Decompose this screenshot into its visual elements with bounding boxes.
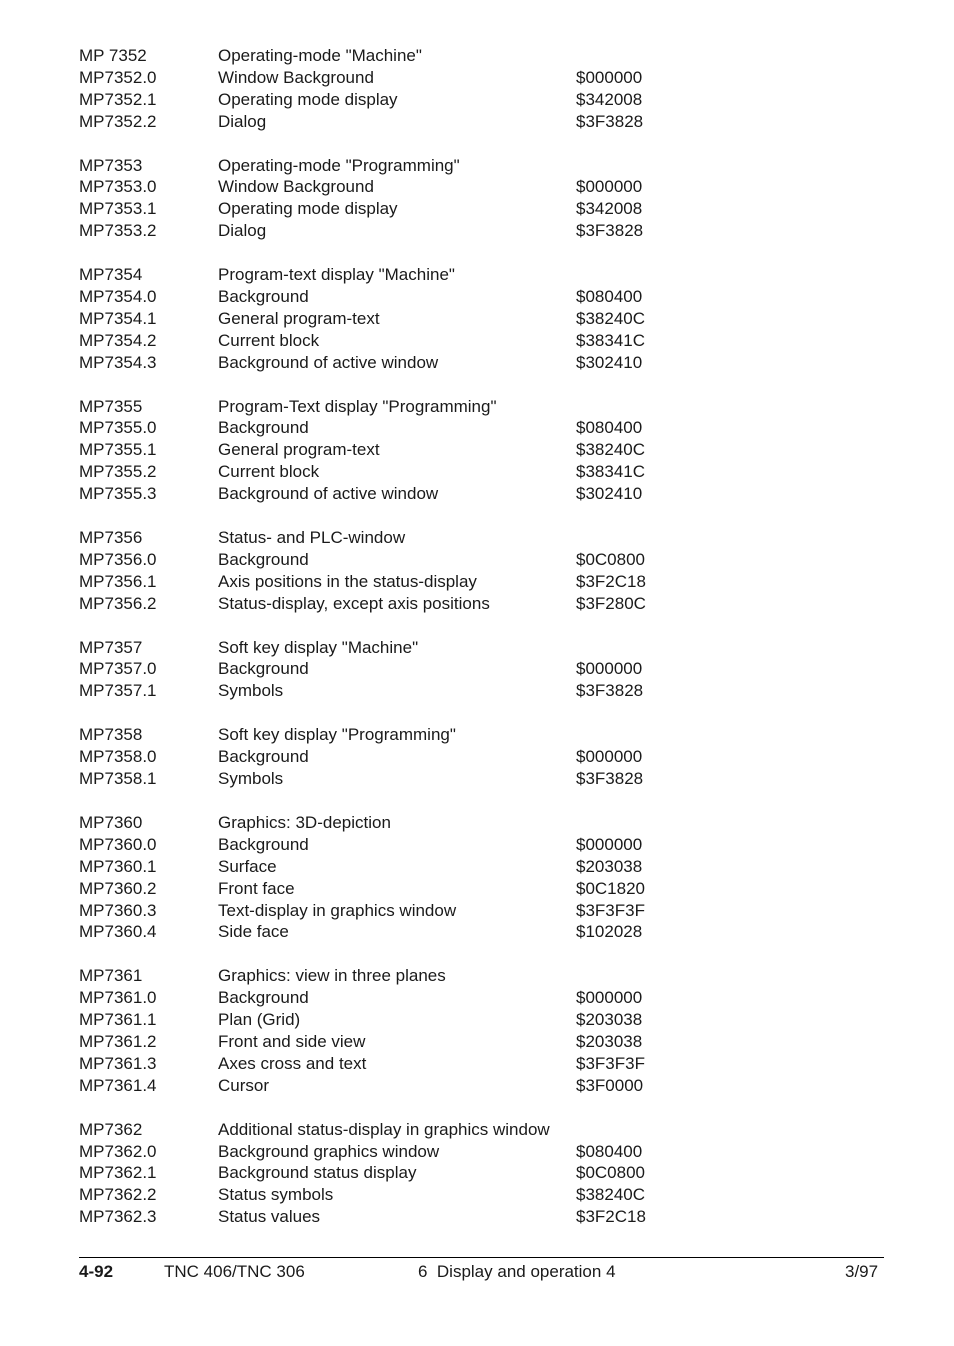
parameter-group-header	[79, 155, 899, 177]
parameter-value: $000000	[576, 659, 643, 679]
parameter-description: Additional status-display in graphics window	[218, 1119, 550, 1139]
parameter-code: MP7353.1	[79, 199, 157, 219]
parameter-description: Symbols	[218, 769, 284, 789]
parameter-row	[79, 746, 899, 768]
parameter-row	[79, 680, 899, 702]
parameter-code: MP7356.2	[79, 593, 157, 613]
parameter-value: $38341C	[576, 462, 646, 482]
parameter-value: $342008	[576, 89, 643, 109]
parameter-group	[79, 264, 899, 373]
parameter-description: Status values	[218, 1207, 321, 1227]
parameter-code: MP7361.3	[79, 1053, 157, 1073]
parameter-row	[79, 921, 899, 943]
parameter-description: Status symbols	[218, 1185, 334, 1205]
parameter-description: Front and side view	[218, 1031, 366, 1051]
parameter-description: Current block	[218, 330, 320, 350]
parameter-value: $0C1820	[576, 878, 646, 898]
parameter-value: $080400	[576, 287, 643, 307]
parameter-code: MP7357	[79, 637, 143, 657]
parameter-row	[79, 856, 899, 878]
parameter-code: MP7362.3	[79, 1207, 157, 1227]
parameter-value: $203038	[576, 856, 643, 876]
parameter-description: Axis positions in the status-display	[218, 571, 477, 591]
parameter-code: MP7356.0	[79, 549, 157, 569]
parameter-group-header	[79, 396, 899, 418]
parameter-row	[79, 658, 899, 680]
parameter-description: Status- and PLC-window	[218, 528, 406, 548]
parameter-value: $302410	[576, 484, 643, 504]
parameter-value: $000000	[576, 67, 643, 87]
parameter-group	[79, 724, 899, 790]
parameter-code: MP7360.0	[79, 834, 157, 854]
parameter-row	[79, 1162, 899, 1184]
parameter-value: $3F2C18	[576, 1207, 646, 1227]
parameter-row	[79, 352, 899, 374]
parameter-row	[79, 308, 899, 330]
parameter-description: Current block	[218, 462, 320, 482]
parameter-code: MP7360	[79, 812, 143, 832]
parameter-description: Window Background	[218, 67, 374, 87]
parameter-description: Soft key display "Programming"	[218, 725, 456, 745]
parameter-description: Cursor	[218, 1075, 270, 1095]
parameter-description: Background of active window	[218, 352, 439, 372]
parameter-description: Axes cross and text	[218, 1053, 367, 1073]
parameter-code: MP7353.0	[79, 177, 157, 197]
parameter-description: Plan (Grid)	[218, 1010, 301, 1030]
parameter-description: Status-display, except axis positions	[218, 593, 490, 613]
parameter-group-header	[79, 637, 899, 659]
parameter-description: Front face	[218, 878, 295, 898]
parameter-value: $203038	[576, 1010, 643, 1030]
parameter-description: Background of active window	[218, 484, 439, 504]
parameter-value: $0C0800	[576, 549, 646, 569]
parameter-description: Graphics: 3D-depiction	[218, 812, 391, 832]
parameter-value: $3F280C	[576, 593, 646, 613]
parameter-code: MP7362.0	[79, 1141, 157, 1161]
parameter-value: $302410	[576, 352, 643, 372]
parameter-code: MP7354	[79, 265, 143, 285]
parameter-group-header	[79, 965, 899, 987]
parameter-code: MP7360.3	[79, 900, 157, 920]
parameter-code: MP7360.4	[79, 922, 157, 942]
parameter-code: MP7354.0	[79, 287, 157, 307]
parameter-value: $38341C	[576, 330, 646, 350]
parameter-row	[79, 1184, 899, 1206]
parameter-row	[79, 878, 899, 900]
parameter-code: MP7362.1	[79, 1163, 157, 1183]
parameter-value: $000000	[576, 747, 643, 767]
parameter-code: MP7358	[79, 725, 143, 745]
parameter-row	[79, 1009, 899, 1031]
parameter-row	[79, 89, 899, 111]
parameter-row	[79, 593, 899, 615]
parameter-row	[79, 67, 899, 89]
parameter-value: $3F2C18	[576, 571, 646, 591]
parameter-row	[79, 198, 899, 220]
parameter-group	[79, 1119, 899, 1228]
parameter-code: MP7361	[79, 966, 143, 986]
parameter-group	[79, 155, 899, 243]
parameter-row	[79, 286, 899, 308]
parameter-value: $102028	[576, 922, 643, 942]
parameter-description: Window Background	[218, 177, 374, 197]
parameter-value: $0C0800	[576, 1163, 646, 1183]
parameter-description: Dialog	[218, 111, 267, 131]
parameter-code: MP 7352	[79, 46, 147, 65]
parameter-row	[79, 111, 899, 133]
parameter-description: Background	[218, 659, 309, 679]
parameter-code: MP7352.0	[79, 67, 157, 87]
parameter-value: $38240C	[576, 308, 646, 328]
parameter-code: MP7356	[79, 528, 143, 548]
parameter-code: MP7361.0	[79, 988, 157, 1008]
parameter-row	[79, 483, 899, 505]
parameter-list	[79, 45, 899, 1250]
parameter-description: Background	[218, 287, 309, 307]
parameter-row	[79, 1206, 899, 1228]
parameter-group-header	[79, 812, 899, 834]
parameter-row	[79, 571, 899, 593]
parameter-description: Background	[218, 418, 309, 438]
footer-chapter: 6 Display and operation 4	[418, 1262, 616, 1281]
parameter-description: Operating mode display	[218, 89, 398, 109]
parameter-value: $203038	[576, 1031, 643, 1051]
parameter-row	[79, 330, 899, 352]
parameter-group-header	[79, 724, 899, 746]
parameter-code: MP7357.1	[79, 681, 157, 701]
parameter-code: MP7354.1	[79, 308, 157, 328]
parameter-description: General program-text	[218, 440, 380, 460]
parameter-description: Text-display in graphics window	[218, 900, 457, 920]
parameter-value: $3F3828	[576, 769, 644, 789]
parameter-row	[79, 900, 899, 922]
parameter-value: $000000	[576, 988, 643, 1008]
parameter-value: $38240C	[576, 440, 646, 460]
parameter-code: MP7360.1	[79, 856, 157, 876]
parameter-group	[79, 965, 899, 1096]
parameter-row	[79, 1053, 899, 1075]
parameter-description: Background	[218, 988, 309, 1008]
parameter-value: $080400	[576, 418, 643, 438]
parameter-row	[79, 220, 899, 242]
parameter-code: MP7361.4	[79, 1075, 157, 1095]
parameter-description: Background status display	[218, 1163, 417, 1183]
parameter-code: MP7355.1	[79, 440, 157, 460]
parameter-row	[79, 417, 899, 439]
parameter-code: MP7361.2	[79, 1031, 157, 1051]
parameter-value: $38240C	[576, 1185, 646, 1205]
parameter-code: MP7354.3	[79, 352, 157, 372]
parameter-group-header	[79, 527, 899, 549]
parameter-value: $3F0000	[576, 1075, 644, 1095]
parameter-value: $000000	[576, 177, 643, 197]
parameter-code: MP7356.1	[79, 571, 157, 591]
parameter-description: Graphics: view in three planes	[218, 966, 446, 986]
parameter-row	[79, 1031, 899, 1053]
parameter-group	[79, 45, 899, 133]
parameter-row	[79, 1075, 899, 1097]
parameter-group-header	[79, 264, 899, 286]
parameter-code: MP7362	[79, 1119, 143, 1139]
parameter-description: Program-Text display "Programming"	[218, 396, 497, 416]
parameter-row	[79, 461, 899, 483]
parameter-value: $3F3828	[576, 681, 644, 701]
parameter-code: MP7353.2	[79, 221, 157, 241]
parameter-description: Operating mode display	[218, 199, 398, 219]
parameter-code: MP7355.3	[79, 484, 157, 504]
parameter-code: MP7352.2	[79, 111, 157, 131]
parameter-row	[79, 549, 899, 571]
parameter-row	[79, 1141, 899, 1163]
parameter-row	[79, 176, 899, 198]
footer-divider	[79, 1257, 884, 1258]
parameter-row	[79, 987, 899, 1009]
parameter-value: $080400	[576, 1141, 643, 1161]
parameter-value: $000000	[576, 834, 643, 854]
parameter-description: Background graphics window	[218, 1141, 440, 1161]
parameter-description: Background	[218, 834, 309, 854]
parameter-description: General program-text	[218, 308, 380, 328]
parameter-row	[79, 439, 899, 461]
parameter-code: MP7361.1	[79, 1010, 157, 1030]
parameter-value: $3F3F3F	[576, 900, 645, 920]
parameter-description: Soft key display "Machine"	[218, 637, 419, 657]
parameter-code: MP7357.0	[79, 659, 157, 679]
footer-date: 3/97	[845, 1262, 879, 1281]
parameter-code: MP7355.2	[79, 462, 157, 482]
parameter-code: MP7353	[79, 155, 143, 175]
parameter-code: MP7352.1	[79, 89, 157, 109]
parameter-value: $3F3828	[576, 111, 644, 131]
parameter-description: Symbols	[218, 681, 284, 701]
parameter-code: MP7360.2	[79, 878, 157, 898]
parameter-code: MP7355	[79, 396, 143, 416]
parameter-code: MP7358.1	[79, 769, 157, 789]
parameter-value: $3F3F3F	[576, 1053, 645, 1073]
parameter-description: Operating-mode "Machine"	[218, 46, 422, 65]
footer-page-number: 4-92	[79, 1262, 114, 1281]
parameter-code: MP7355.0	[79, 418, 157, 438]
parameter-row	[79, 834, 899, 856]
parameter-group-header	[79, 45, 899, 67]
parameter-group-header	[79, 1119, 899, 1141]
parameter-description: Surface	[218, 856, 277, 876]
parameter-group	[79, 812, 899, 943]
parameter-value: $342008	[576, 199, 643, 219]
parameter-code: MP7354.2	[79, 330, 157, 350]
parameter-value: $3F3828	[576, 221, 644, 241]
parameter-description: Background	[218, 549, 309, 569]
parameter-group	[79, 396, 899, 505]
parameter-group	[79, 527, 899, 615]
parameter-code: MP7358.0	[79, 747, 157, 767]
footer-model: TNC 406/TNC 306	[164, 1262, 305, 1281]
parameter-code: MP7362.2	[79, 1185, 157, 1205]
parameter-description: Side face	[218, 922, 289, 942]
parameter-group	[79, 637, 899, 703]
parameter-row	[79, 768, 899, 790]
parameter-description: Background	[218, 747, 309, 767]
parameter-description: Operating-mode "Programming"	[218, 155, 460, 175]
parameter-description: Dialog	[218, 221, 267, 241]
parameter-description: Program-text display "Machine"	[218, 265, 455, 285]
